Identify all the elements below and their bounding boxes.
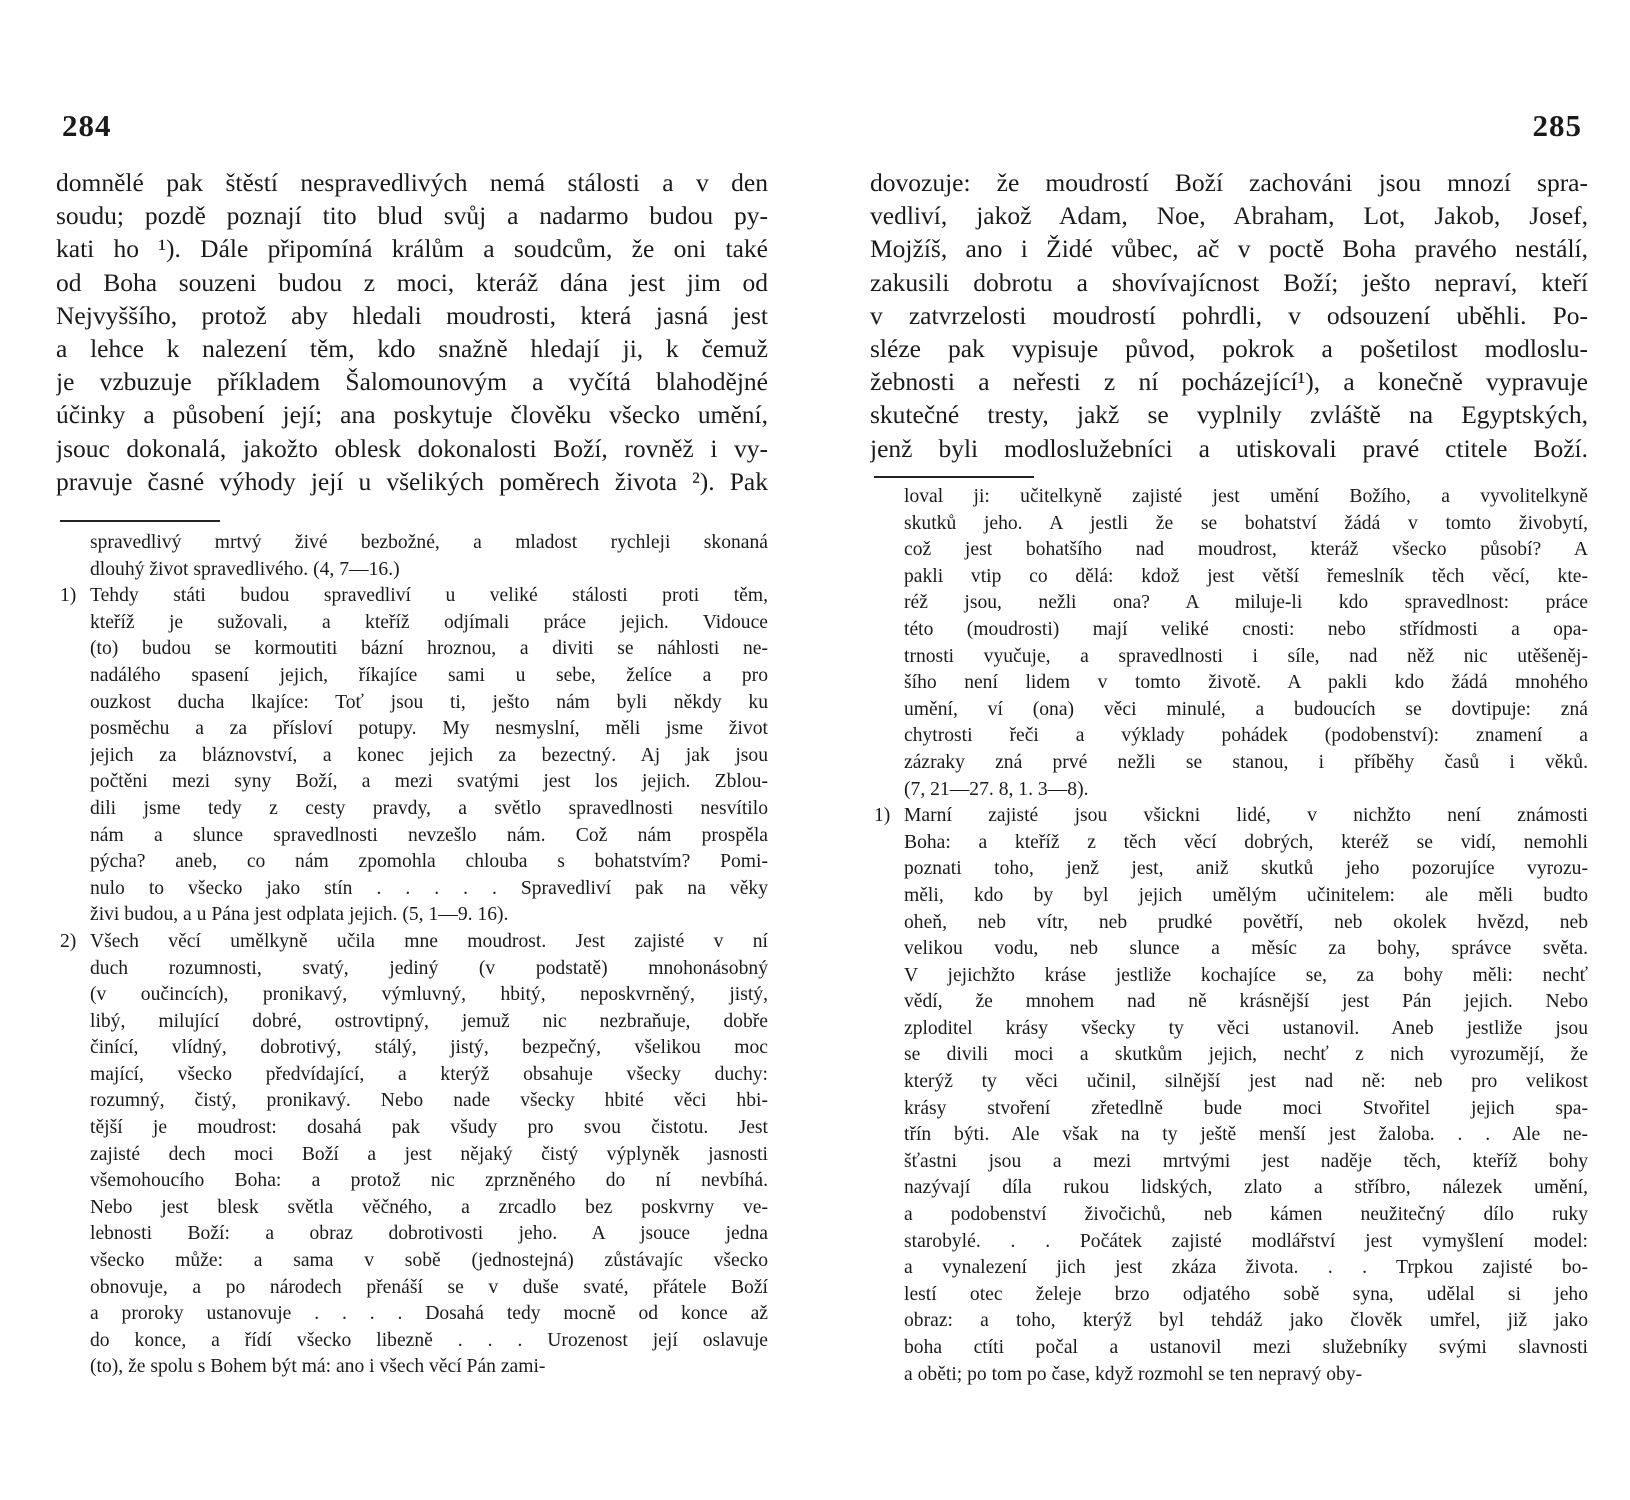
footnote-line: Tehdy státi budou spravedliví u veliké stálosti proti těm, (90, 585, 768, 607)
footnote-line: loval ji: učitelkyně zajisté jest umění Božího, a vyvolitelkyně (904, 486, 1588, 507)
footnote-line: posměchu a za přísloví potupy. My nesmyslní, měli jsme život (90, 718, 768, 740)
footnote-line: (7, 21—27. 8, 1. 3—8). (904, 778, 1089, 800)
footnote-line: Marní zajisté jsou všickni lidé, v nichžto není známosti (904, 805, 1588, 827)
footnote-line: nám a slunce spravedlnosti nevzešlo nám. Což nám prospěla (90, 824, 768, 846)
footnote (56, 929, 768, 1381)
footnote-line: počtěni mezi syny Boží, a mezi svatými jest los jejich. Zblou- (90, 771, 768, 793)
footnote-line: šťastni jsou a mezi mrtvými jest naděje těch, kteříž bohy (904, 1150, 1588, 1172)
text-line: Mojžíš, ano i Židé vůbec, ač v poctě Boha pravého nestálí, (870, 234, 1588, 264)
text-line: je vzbuzuje příkladem Šalomounovým a vyčítá blahodějné (56, 367, 768, 397)
text-line: vedliví, jakož Adam, Noe, Abraham, Lot, Jakob, Josef, (870, 201, 1588, 231)
footnote-line: měli, kdo by byl jejich umělým učinitelem: ale měli budto (904, 884, 1588, 906)
footnote-line: libý, milující dobré, ostrovtipný, jemuž nic nezbraňuje, dobře (90, 1010, 768, 1032)
footnote-line: spravedlivý mrtvý živé bezbožné, a mladost rychleji skonaná (90, 532, 768, 553)
page-number: 284 (62, 108, 112, 143)
footnote (870, 803, 1588, 1388)
text-line: dovozuje: že moudrostí Boží zachováni jsou mnozí spra- (870, 168, 1588, 197)
text-line: od Boha souzeni budou z moci, kteráž dána jest jim od (56, 267, 768, 297)
footnote-line: třín býti. Ale však na ty ještě menší jest žaloba. . . Ale ne- (904, 1124, 1588, 1146)
text-line: sléze pak vypisuje původ, pokrok a pošetilost modloslu- (870, 333, 1588, 363)
text-line: Nejvyššího, protož aby hledali moudrosti, která jasná jest (56, 300, 768, 330)
footnote-line: obnovuje, a po národech přenáší se v duše svaté, přátele Boží (90, 1276, 768, 1298)
footnote-line: a vynalezení jich jest zkáza života. . . Trpkou zajisté bo- (904, 1257, 1588, 1279)
footnote-line: chytrosti řeči a výklady pohádek (podobenství): znamení a (904, 725, 1588, 747)
footnote-line: mající, všecko předvídající, a kterýž obsahuje všecky duchy: (90, 1063, 768, 1085)
text-line: kati ho ¹). Dále připomíná králům a soudcům, že oni také (56, 234, 768, 264)
footnote (56, 530, 768, 583)
text-line: jenž byli modloslužebníci a utiskovali pravé ctitele Boží. (870, 433, 1588, 463)
footnote-line: zploditel krásy všecky ty věci ustanovil. Aneb jestliže jsou (904, 1017, 1588, 1039)
footnote-line: dili jsme tedy z cesty pravdy, a světlo spravedlnosti nesvítilo (90, 797, 768, 819)
footnotes (56, 530, 768, 1381)
footnote (870, 484, 1588, 803)
text-line: a lehce k nalezení těm, kdo snažně hledají ji, k čemuž (56, 333, 768, 363)
footnotes (870, 484, 1588, 1388)
footnote-line: nulo to všecko jako stín . . . . . Spravedliví pak na věky (90, 877, 768, 899)
right-page (870, 0, 1588, 1500)
footnote-line: ouzkost ducha lkajíce: Toť jsou ti, ješto nám byli někdy ku (90, 691, 768, 713)
footnote-line: Boha: a kteříž z těch věcí dobrých, kteréž se vidí, nemohli (904, 831, 1588, 853)
footnote-line: této (moudrosti) mají veliké cnosti: nebo střídmosti a opa- (904, 618, 1588, 640)
footnote-line: dlouhý život spravedlivého. (4, 7—16.) (90, 558, 400, 580)
footnote-line: pýcha? aneb, co nám zpomohla chlouba s bohatstvím? Pomi- (90, 851, 768, 873)
footnote-line: vědí, že mnohem nad ně krásnější jest Pán jejich. Nebo (904, 991, 1588, 1013)
footnote-line: réž jsou, nežli ona? A miluje-li kdo spravedlnost: práce (904, 592, 1588, 614)
footnote-line: kterýž ty věci učinil, silnější jest nad ně: neb pro velikost (904, 1071, 1588, 1093)
text-line: skutečné tresty, jakž se vyplnily zvláště na Egyptských, (870, 400, 1588, 430)
footnote-line: do konce, a řídí všecko libezně . . . Urozenost její oslavuje (90, 1329, 768, 1351)
text-line: účinky a působení její; ana poskytuje člověku všecko umění, (56, 400, 768, 430)
footnote-separator (60, 520, 220, 522)
text-line: v zatvrzelosti moudrostí pohrdli, v odsouzení uběhli. Po- (870, 300, 1588, 330)
footnote-line: což jest bohatšího nad moudrost, kteráž všecko působí? A (904, 539, 1588, 561)
footnote-line: (to), že spolu s Bohem být má: ano i všech věcí Pán zami- (90, 1356, 546, 1378)
footnote-line: a podobenství živočichů, neb kámen neužitečný dílo ruky (904, 1204, 1588, 1226)
footnote-line: zázraky zná prvé nežli se stanou, i příběhy časů i věků. (904, 751, 1588, 773)
footnote-line: velikou vodu, neb slunce a měsíc za bohy, správce světa. (904, 938, 1588, 960)
text-line: žebnosti a neřesti z ní pocházející¹), a konečně vypravuje (870, 367, 1588, 397)
footnote-line: V jejichžto kráse jestliže kochajíce se, za bohy měli: nechť (904, 964, 1588, 986)
footnote-line: všemohoucího Boha: a protož nic zprzněného do ní nevbíhá. (90, 1170, 768, 1192)
text-line: zakusili dobrotu a shovívajícnost Boží; ješto nepraví, kteří (870, 267, 1588, 297)
footnote-line: poznati toho, jenž jest, aniž skutků jeho pozorujíce vyrozu- (904, 858, 1588, 880)
footnote-line: umění, ví (ona) věci minulé, a budoucích se dovtipuje: zná (904, 698, 1588, 720)
footnote-line: kteříž je sužovali, a kteříž odjímali práce jejich. Vidouce (90, 611, 768, 633)
footnote-line: boha ctíti počal a ustanovil mezi služebníky svými slavnosti (904, 1337, 1588, 1358)
footnote-line: šího není lidem v tomto životě. A pakli kdo žádá mnohého (904, 672, 1588, 694)
footnote-line: Všech věcí umělkyně učila mne moudrost. Jest zajisté v ní (90, 930, 768, 952)
footnote-line: činící, vlídný, dobrotivý, stálý, jistý, bezpečný, všelikou moc (90, 1037, 768, 1059)
footnote-line: pakli vtip co dělá: kdož jest větší řemeslník těch věcí, kte- (904, 565, 1588, 587)
footnote-line: se divili moci a skutkům jejich, nechť z nich vyrozumějí, že (904, 1044, 1588, 1066)
footnote-line: nadálého spasení jejich, říkajíce sami u sebe, želíce a pro (90, 664, 768, 686)
footnote-separator (874, 476, 1034, 478)
footnote-line: rozumný, čistý, pronikavý. Nebo nade všecky hbité věci hbi- (90, 1090, 768, 1112)
footnote-line: starobylé. . . Počátek zajisté modlářství jest vymyšlení model: (904, 1230, 1588, 1252)
footnote-line: (to) budou se kormoutiti bázní hroznou, a diviti se náhlosti ne- (90, 638, 768, 660)
footnote-marker: 1) (60, 585, 77, 607)
footnote-line: (v oučincích), pronikavý, výmluvný, hbitý, neposkvrněný, jistý, (90, 984, 768, 1006)
footnote-line: živi budou, a u Pána jest odplata jejich. (5, 1—9. 16). (90, 904, 509, 926)
footnote-marker: 1) (874, 805, 891, 827)
footnote-line: skutků jeho. A jestli že se bohatství žádá v tomto živobytí, (904, 512, 1588, 534)
footnote-line: oheň, neb vítr, neb prudké povětří, neb okolek hvězd, neb (904, 911, 1588, 933)
footnote-line: obraz: a toho, kterýž byl tehdáž jako člověk umřel, již jako (904, 1310, 1588, 1332)
footnote-line: lestí otec želeje brzo odjatého sobě syna, udělal si jeho (904, 1283, 1588, 1305)
footnote-line: nazývají díla rukou lidských, zlato a stříbro, nálezek umění, (904, 1177, 1588, 1199)
footnote-line: a proroky ustanovuje . . . . Dosahá tedy mocně od konce až (90, 1303, 768, 1325)
footnote-line: a oběti; po tom po čase, když rozmohl se ten nepravý oby- (904, 1363, 1363, 1385)
footnote-line: lebnosti Boží: a obraz dobrotivosti jeho. A jsouce jedna (90, 1223, 768, 1245)
page-number: 285 (1532, 108, 1582, 143)
text-line: jsouc dokonalá, jakožto oblesk dokonalosti Boží, rovněž i vy- (56, 433, 768, 463)
footnote-line: Nebo jest blesk světla věčného, a zrcadlo bez poskvrny ve- (90, 1196, 768, 1218)
left-page (56, 0, 768, 1500)
text-line: soudu; pozdě poznají tito blud svůj a nadarmo budou py- (56, 201, 768, 231)
footnote-line: zajisté dech moci Boží a jest nějaký čistý výplyněk jasnosti (90, 1143, 768, 1165)
footnote-line: trnosti vyučuje, a spravedlnosti i síle, nad něž nic utěšeněj- (904, 645, 1588, 667)
footnote-line: tější je moudrost: dosahá pak všudy pro svou čistotu. Jest (90, 1117, 768, 1139)
footnote-line: jejich za bláznovství, a konec jejich za bezectný. Aj jak jsou (90, 744, 768, 766)
text-line: pravuje časné výhody její u všelikých poměrech života ²). Pak (56, 466, 768, 496)
text-line: domnělé pak štěstí nespravedlivých nemá stálosti a v den (56, 168, 768, 197)
body-text (870, 166, 1588, 465)
footnote-line: všecko může: a sama v sobě (jednostejná) zůstávajíc všecko (90, 1250, 768, 1272)
footnote-marker: 2) (60, 930, 77, 952)
body-text (56, 166, 768, 498)
footnote (56, 583, 768, 929)
footnote-line: krásy stvoření zřetedlně bude moci Stvořitel jejich spa- (904, 1097, 1588, 1119)
footnote-line: duch rozumnosti, svatý, jediný (v podstatě) mnohonásobný (90, 957, 768, 979)
